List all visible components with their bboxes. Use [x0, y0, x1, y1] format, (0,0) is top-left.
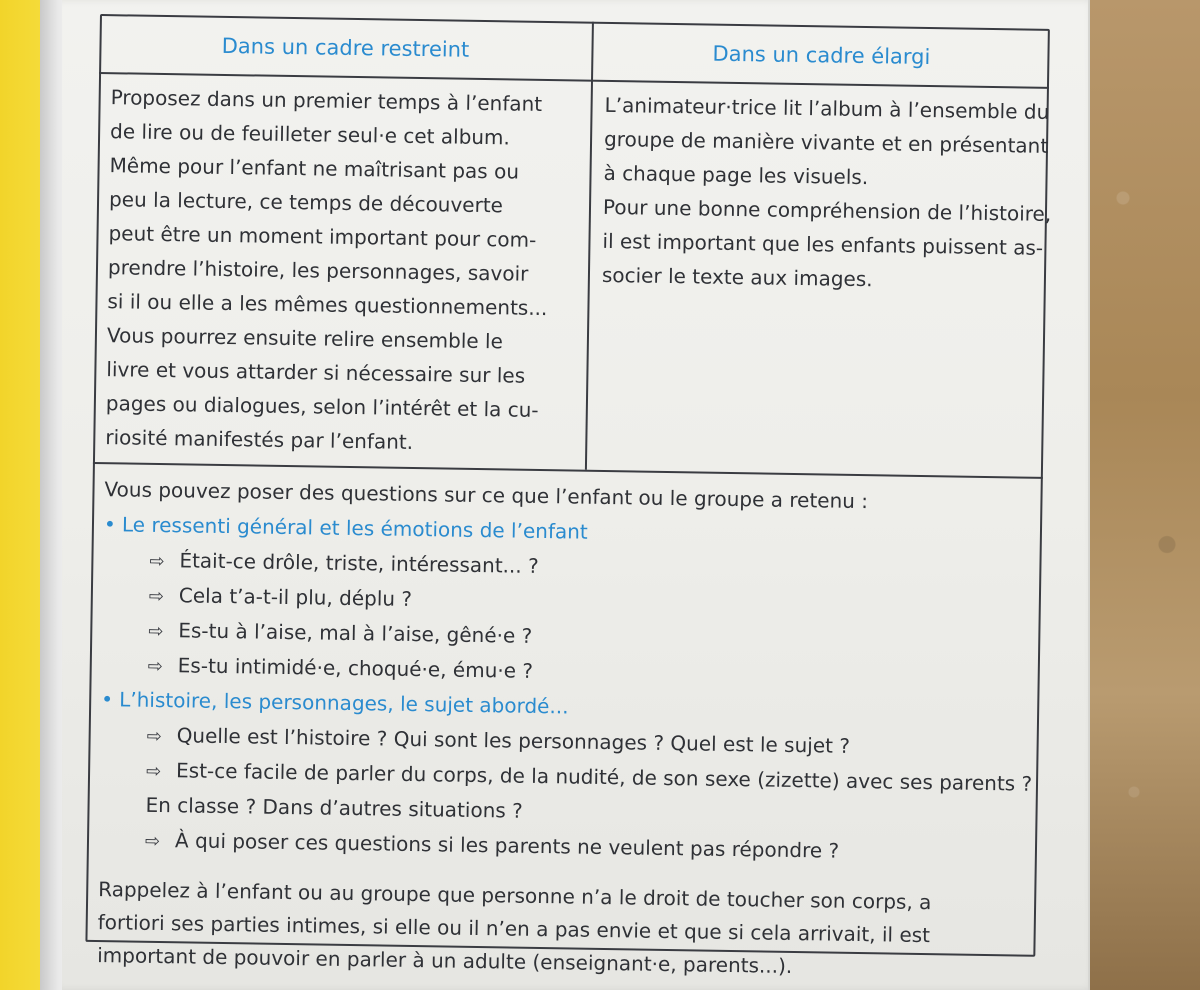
text-line: socier le texte aux images.: [601, 262, 873, 292]
text-line: Pour une bonne compréhension de l’histoire,: [602, 194, 1052, 226]
text-line: Proposez dans un premier temps à l’enfant: [110, 85, 543, 116]
arrow-right-icon: ⇨: [148, 620, 164, 643]
text-line: Même pour l’enfant ne maîtrisant pas ou: [109, 153, 520, 184]
text-line: de lire ou de feuilleter seul·e cet album.: [109, 119, 511, 150]
text-line: livre et vous attarder si nécessaire sur les: [106, 357, 526, 388]
question-text: Est-ce facile de parler du corps, de la nudité, de son sexe (zizette) avec ses parents ?: [175, 758, 1033, 796]
text-line: Rappelez à l’enfant ou au groupe que personne n’a le droit de toucher son corps, a: [98, 877, 932, 915]
question-text: Es-tu à l’aise, mal à l’aise, gêné·e ?: [178, 618, 533, 648]
arrow-right-icon: ⇨: [149, 550, 165, 573]
text-line: L’animateur·trice lit l’album à l’ensemble du: [604, 92, 1050, 124]
text-line: riosité manifestés par l’enfant.: [105, 425, 414, 454]
bullet-title: L’histoire, les personnages, le sujet abordé...: [119, 687, 569, 719]
question-text: Cela t’a-t-il plu, déplu ?: [178, 583, 413, 611]
bullet-icon: •: [103, 512, 116, 537]
arrow-right-icon: ⇨: [147, 655, 164, 678]
closing-paragraph: [97, 873, 1018, 986]
bullet-title: Le ressenti général et les émotions de l’enfant: [121, 512, 588, 544]
text-line: groupe de manière vivante et en présentant: [603, 126, 1049, 158]
bullet-icon: •: [101, 687, 114, 712]
text-line: pages ou dialogues, selon l’intérêt et la cu-: [105, 391, 539, 422]
restricted-setting-text: [105, 80, 551, 461]
question-text: À qui poser ces questions si les parents ne veulent pas répondre ?: [174, 828, 840, 863]
extended-setting-text: [602, 88, 1053, 299]
question-text: Es-tu intimidé·e, choqué·e, ému·e ?: [177, 653, 534, 683]
arrow-right-icon: ⇨: [144, 830, 161, 853]
text-line: fortiori ses parties intimes, si elle ou il n’en a pas envie et que si cela arrivait, il est: [97, 910, 931, 948]
header-extended-setting: Dans un cadre élargi: [712, 41, 931, 70]
text-line: important de pouvoir en parler à un adulte (enseignant·e, parents...).: [97, 943, 793, 978]
text-line: Vous pourrez ensuite relire ensemble le: [106, 323, 504, 354]
header-restricted-setting: Dans un cadre restreint: [221, 33, 470, 62]
questions-section: [97, 472, 1033, 986]
wooden-surface-background: [1090, 0, 1200, 990]
question-continuation: En classe ? Dans d’autres situations ?: [145, 792, 523, 823]
questions-intro: Vous pouvez poser des questions sur ce que l’enfant ou le groupe a retenu :: [104, 477, 869, 514]
arrow-right-icon: ⇨: [148, 585, 165, 608]
text-line: à chaque page les visuels.: [603, 160, 869, 190]
text-line: peut être un moment important pour com-: [108, 221, 537, 252]
text-line: peu la lecture, ce temps de découverte: [108, 187, 504, 218]
question-text: Était-ce drôle, triste, intéressant... ?: [179, 548, 539, 578]
arrow-right-icon: ⇨: [145, 760, 162, 783]
activity-table: [85, 14, 1052, 978]
question-text: Quelle est l’histoire ? Qui sont les personnages ? Quel est le sujet ?: [176, 723, 851, 758]
text-line: prendre l’histoire, les personnages, savoir: [107, 255, 529, 286]
text-line: il est important que les enfants puissent as-: [602, 228, 1044, 260]
arrow-right-icon: ⇨: [146, 725, 162, 748]
text-line: si il ou elle a les mêmes questionnements...: [107, 289, 548, 321]
